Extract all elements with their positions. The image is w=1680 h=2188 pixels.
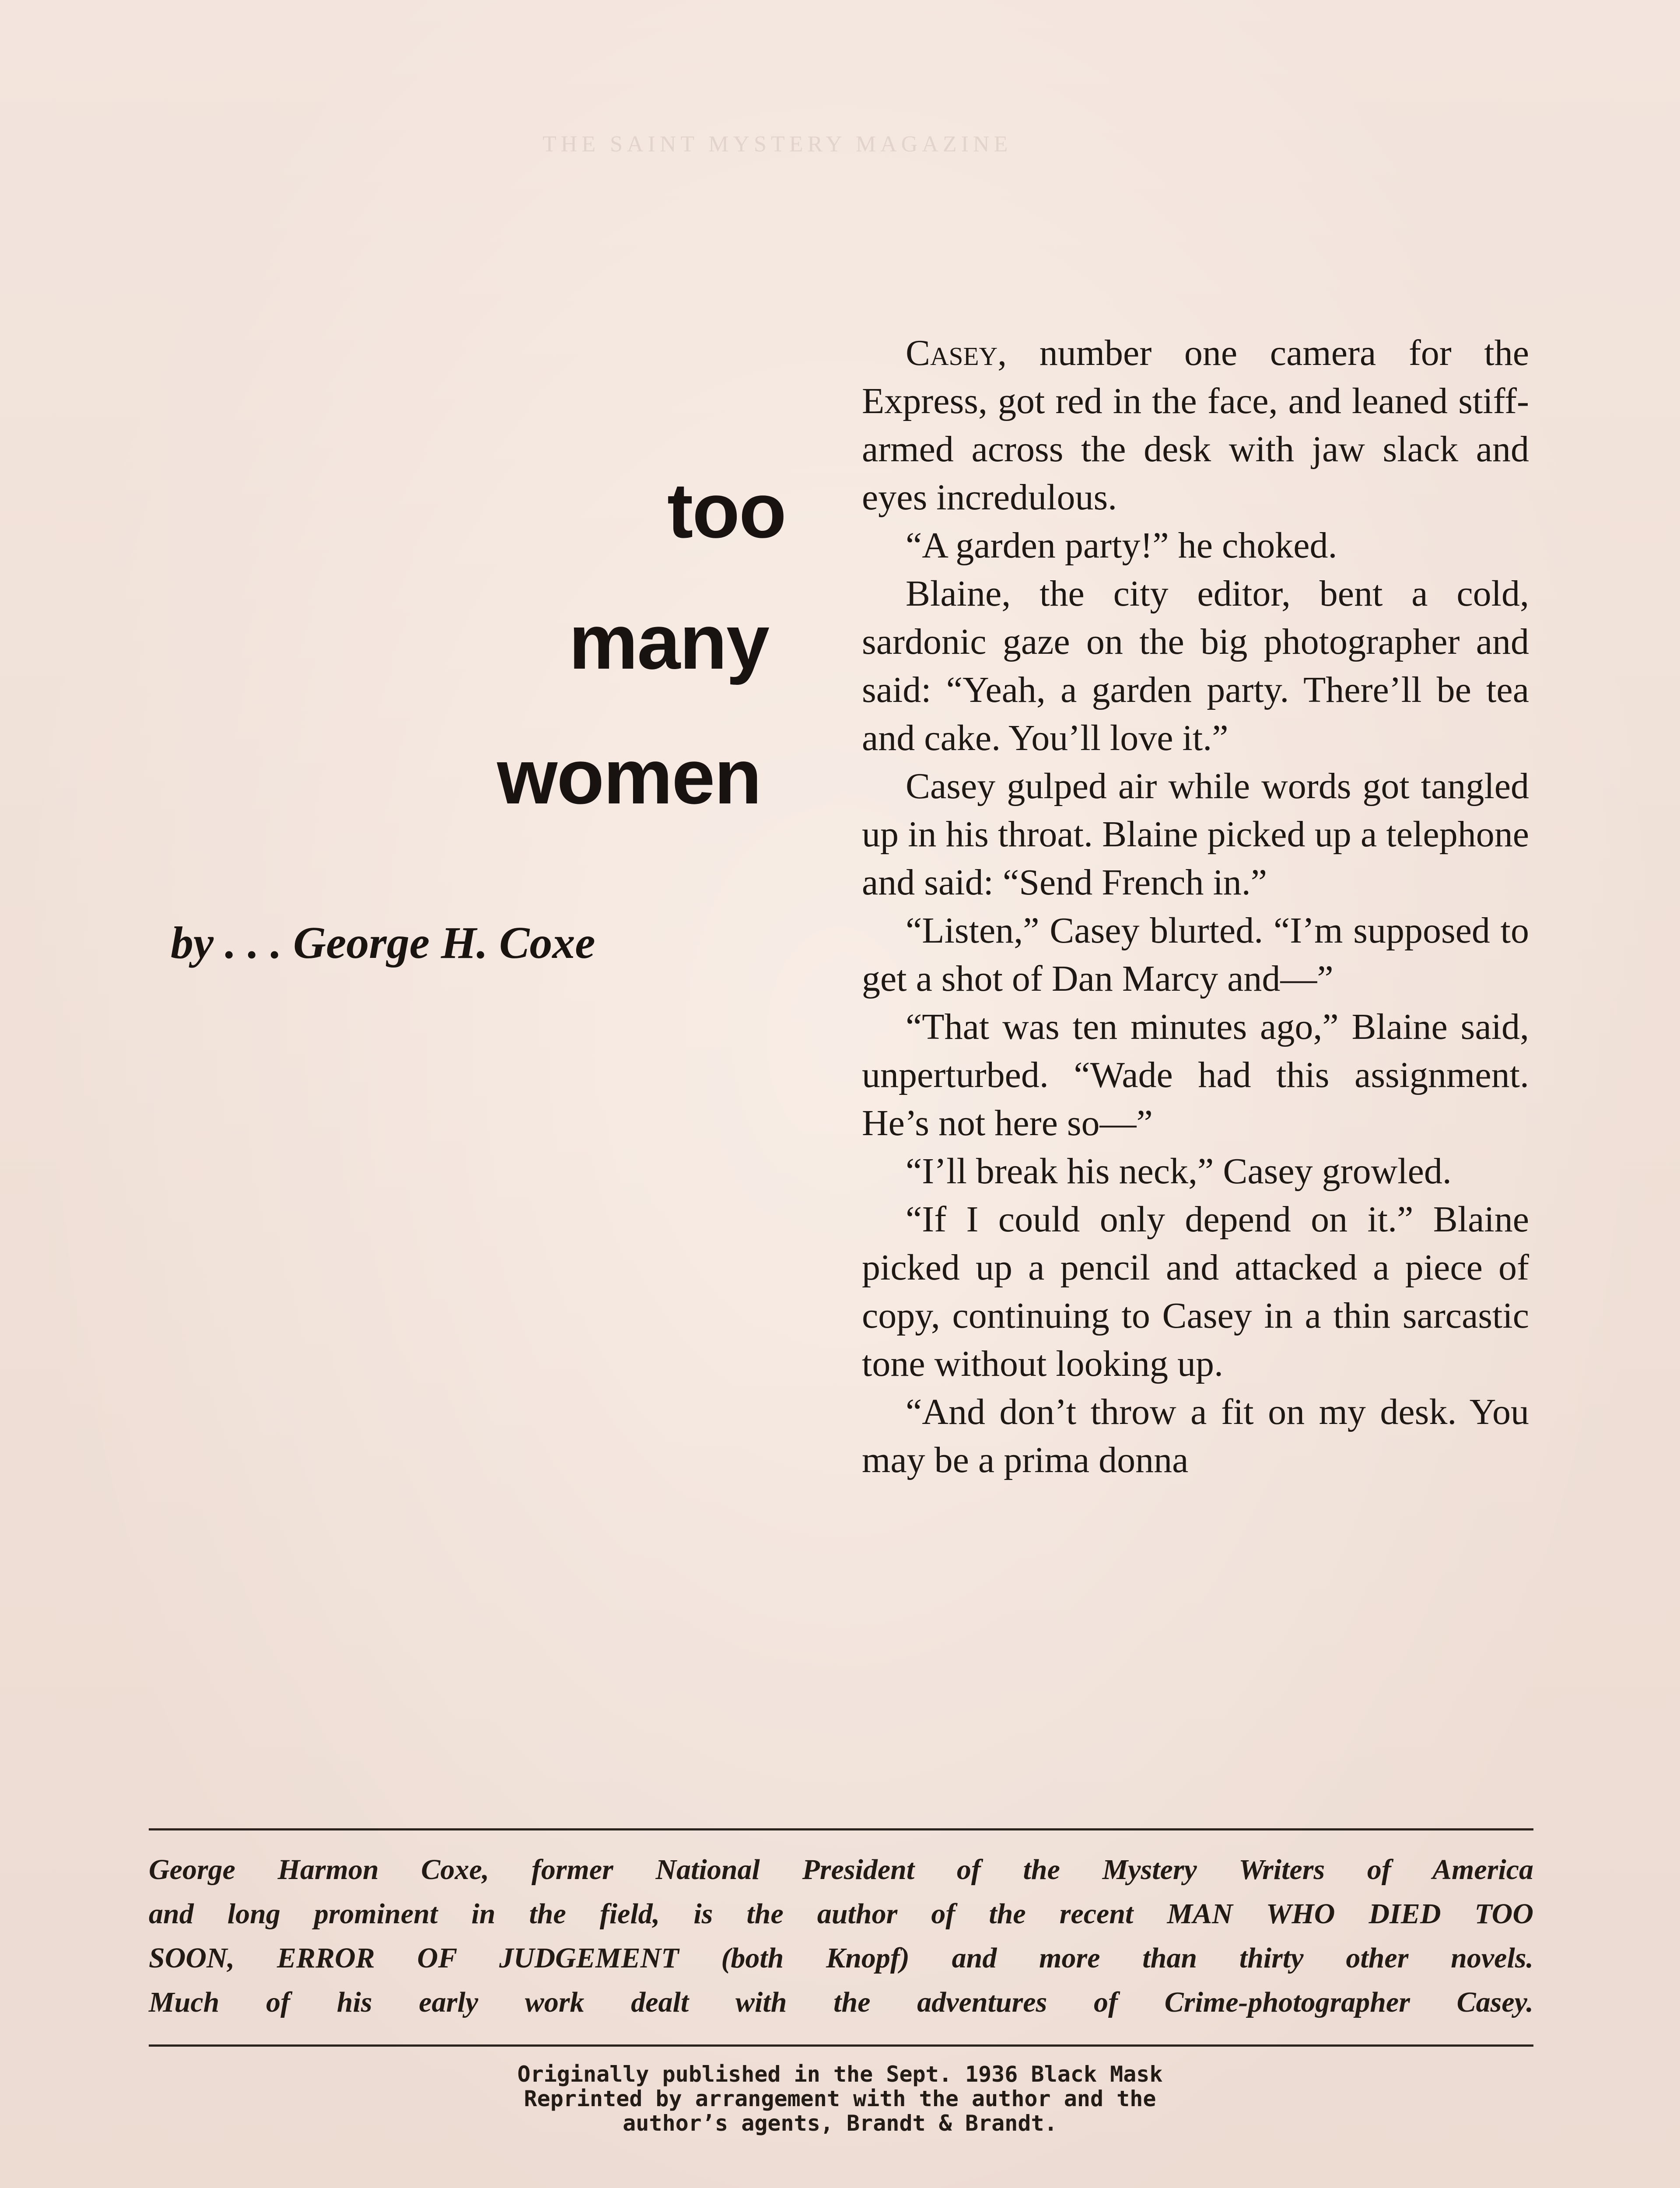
byline: by . . . George H. Coxe [171,918,595,968]
lead-word: Casey, [906,333,1007,373]
bio-top-rule [149,1828,1533,1830]
paragraph-2: “A garden party!” he choked. [906,525,1337,566]
bio-line-1: George Harmon Coxe, former National President of the Mystery Writers of America [149,1854,1533,1886]
paragraph-1-text: number one camera for the Express, got red in the face, and leaned stiff-armed across the desk with jaw slack and eyes incredulous. [862,333,1529,518]
credit-line-1: Originally published in the Sept. 1936 Black Mask [517,2062,1163,2087]
paragraph-6: “That was ten minutes ago,” Blaine said, unperturbed. “Wade had this assignment. He’s not here so—” [862,1006,1529,1143]
bio-line-3: SOON, ERROR OF JUDGEMENT (both Knopf) and more than thirty other novels. [149,1942,1533,1974]
bio-bottom-rule [149,2044,1533,2047]
bleed-through-text-right [862,206,1527,337]
title-line-2: many [569,598,769,685]
paragraph-3: Blaine, the city editor, bent a cold, sardonic gaze on the big photographer and said: “Yeah, a garden party. There’ll be tea and cake. You’ll love it.” [862,573,1529,758]
title-line-3: women [497,733,761,820]
bleed-through-running-head: THE SAINT MYSTERY MAGAZINE [542,132,1012,157]
author-bio [149,1848,1533,2024]
title-line-1: too [667,467,786,554]
bio-line-4: Much of his early work dealt with the adventures of Crime-photographer Casey. [149,1986,1533,2018]
paragraph-9: “And don’t throw a fit on my desk. You may be a prima donna [862,1392,1529,1480]
paragraph-5: “Listen,” Casey blurted. “I’m supposed to get a shot of Dan Marcy and—” [862,910,1529,999]
paragraph-4: Casey gulped air while words got tangled up in his throat. Blaine picked up a telephone and said: “Send French in.” [862,766,1529,903]
publication-credit [394,2062,1286,2135]
story-body [862,329,1529,1484]
bio-line-2: and long prominent in the field, is the author of the recent MAN WHO DIED TOO [149,1898,1533,1930]
paragraph-7: “I’ll break his neck,” Casey growled. [906,1151,1452,1192]
paragraph-8: “If I could only depend on it.” Blaine picked up a pencil and attacked a piece of copy, continuing to Casey in a thin sarcastic tone without looking up. [862,1199,1529,1384]
credit-line-3: author’s agents, Brandt & Brandt. [623,2111,1057,2136]
credit-line-2: Reprinted by arrangement with the author and the [524,2086,1156,2111]
paragraph-1 [862,329,1529,522]
